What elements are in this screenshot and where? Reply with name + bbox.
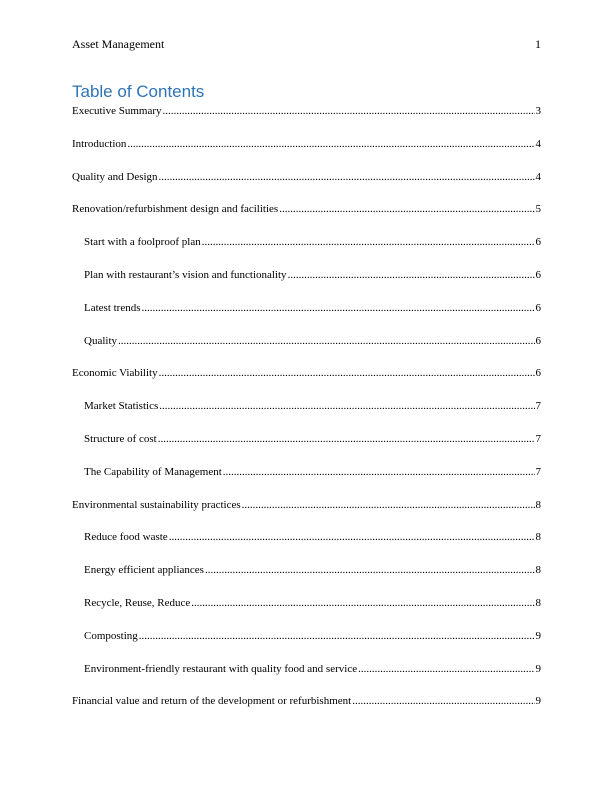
toc-entry-page: 6 bbox=[535, 268, 541, 281]
toc-entry[interactable] bbox=[72, 596, 541, 629]
toc-entry-label: Composting bbox=[84, 629, 138, 642]
toc-entry-page: 7 bbox=[535, 432, 541, 445]
toc-entry[interactable] bbox=[72, 399, 541, 432]
toc-entry[interactable] bbox=[72, 629, 541, 662]
toc-dot-leader bbox=[288, 268, 535, 282]
toc-entry-label: Market Statistics bbox=[84, 400, 159, 413]
toc-entry-label: Economic Viability bbox=[72, 367, 158, 380]
toc-entry-page: 6 bbox=[535, 334, 541, 347]
toc-entry[interactable] bbox=[72, 137, 541, 170]
toc-entry[interactable] bbox=[72, 694, 541, 727]
toc-entry[interactable] bbox=[72, 301, 541, 334]
toc-entry[interactable] bbox=[72, 530, 541, 563]
toc-entry-page: 6 bbox=[535, 301, 541, 314]
toc-entry[interactable] bbox=[72, 170, 541, 203]
toc-entry-label: Recycle, Reuse, Reduce bbox=[84, 596, 191, 609]
toc-entry-label: Reduce food waste bbox=[84, 531, 168, 544]
toc-list bbox=[72, 104, 541, 727]
toc-entry[interactable] bbox=[72, 563, 541, 596]
toc-entry-label: Energy efficient appliances bbox=[84, 564, 204, 577]
toc-entry-label: Renovation/refurbishment design and facilities bbox=[72, 203, 279, 216]
toc-dot-leader bbox=[127, 137, 534, 151]
toc-entry-label: Environment-friendly restaurant with quality food and service bbox=[84, 662, 358, 675]
toc-entry-page: 6 bbox=[535, 236, 541, 249]
toc-dot-leader bbox=[159, 170, 535, 184]
toc-dot-leader bbox=[169, 530, 535, 544]
toc-entry[interactable] bbox=[72, 235, 541, 268]
toc-entry-label: Financial value and return of the development or refurbishment bbox=[72, 695, 352, 708]
toc-dot-leader bbox=[118, 334, 535, 348]
toc-entry-page: 9 bbox=[535, 629, 541, 642]
running-header-title: Asset Management bbox=[72, 37, 165, 51]
toc-dot-leader bbox=[158, 432, 535, 446]
toc-dot-leader bbox=[159, 399, 534, 413]
toc-entry[interactable] bbox=[72, 465, 541, 498]
toc-dot-leader bbox=[352, 694, 534, 708]
toc-entry[interactable] bbox=[72, 432, 541, 465]
toc-dot-leader bbox=[163, 104, 535, 118]
toc-entry-label: Start with a foolproof plan bbox=[84, 236, 201, 249]
toc-dot-leader bbox=[358, 662, 534, 676]
toc-entry-label: Latest trends bbox=[84, 301, 141, 314]
toc-dot-leader bbox=[202, 235, 535, 249]
toc-entry-label: Introduction bbox=[72, 137, 127, 150]
toc-entry-page: 5 bbox=[535, 203, 541, 216]
toc-dot-leader bbox=[223, 465, 535, 479]
toc-entry-label: Quality and Design bbox=[72, 170, 158, 183]
toc-entry[interactable] bbox=[72, 334, 541, 367]
toc-entry-page: 9 bbox=[535, 695, 541, 708]
toc-entry-label: Environmental sustainability practices bbox=[72, 498, 241, 511]
toc-entry-page: 4 bbox=[535, 170, 541, 183]
toc-dot-leader bbox=[205, 563, 535, 577]
toc-entry-page: 9 bbox=[535, 662, 541, 675]
toc-entry-label: Quality bbox=[84, 334, 117, 347]
toc-entry-label: Structure of cost bbox=[84, 432, 157, 445]
toc-entry-page: 8 bbox=[535, 531, 541, 544]
toc-entry[interactable] bbox=[72, 366, 541, 399]
toc-dot-leader bbox=[142, 301, 535, 315]
toc-dot-leader bbox=[191, 596, 534, 610]
toc-entry-label: The Capability of Management bbox=[84, 465, 222, 478]
toc-entry[interactable] bbox=[72, 662, 541, 695]
toc-entry-label: Executive Summary bbox=[72, 105, 162, 117]
toc-dot-leader bbox=[242, 498, 535, 512]
toc-heading: Table of Contents bbox=[72, 82, 205, 101]
toc-entry-page: 4 bbox=[535, 137, 541, 150]
toc-entry-page: 7 bbox=[535, 400, 541, 413]
toc-entry-page: 8 bbox=[535, 596, 541, 609]
toc-dot-leader bbox=[159, 366, 535, 380]
toc-entry[interactable] bbox=[72, 498, 541, 531]
toc-entry[interactable] bbox=[72, 268, 541, 301]
toc-entry-page: 6 bbox=[535, 367, 541, 380]
toc-entry-label: Plan with restaurant’s vision and functionality bbox=[84, 268, 287, 281]
toc-entry-page: 3 bbox=[535, 105, 541, 117]
toc-entry-page: 8 bbox=[535, 564, 541, 577]
toc-dot-leader bbox=[139, 629, 535, 643]
toc-entry-page: 8 bbox=[535, 498, 541, 511]
page-number: 1 bbox=[535, 37, 541, 51]
toc-entry[interactable] bbox=[72, 202, 541, 235]
toc-dot-leader bbox=[279, 202, 534, 216]
toc-entry[interactable] bbox=[72, 104, 541, 137]
toc-entry-page: 7 bbox=[535, 465, 541, 478]
